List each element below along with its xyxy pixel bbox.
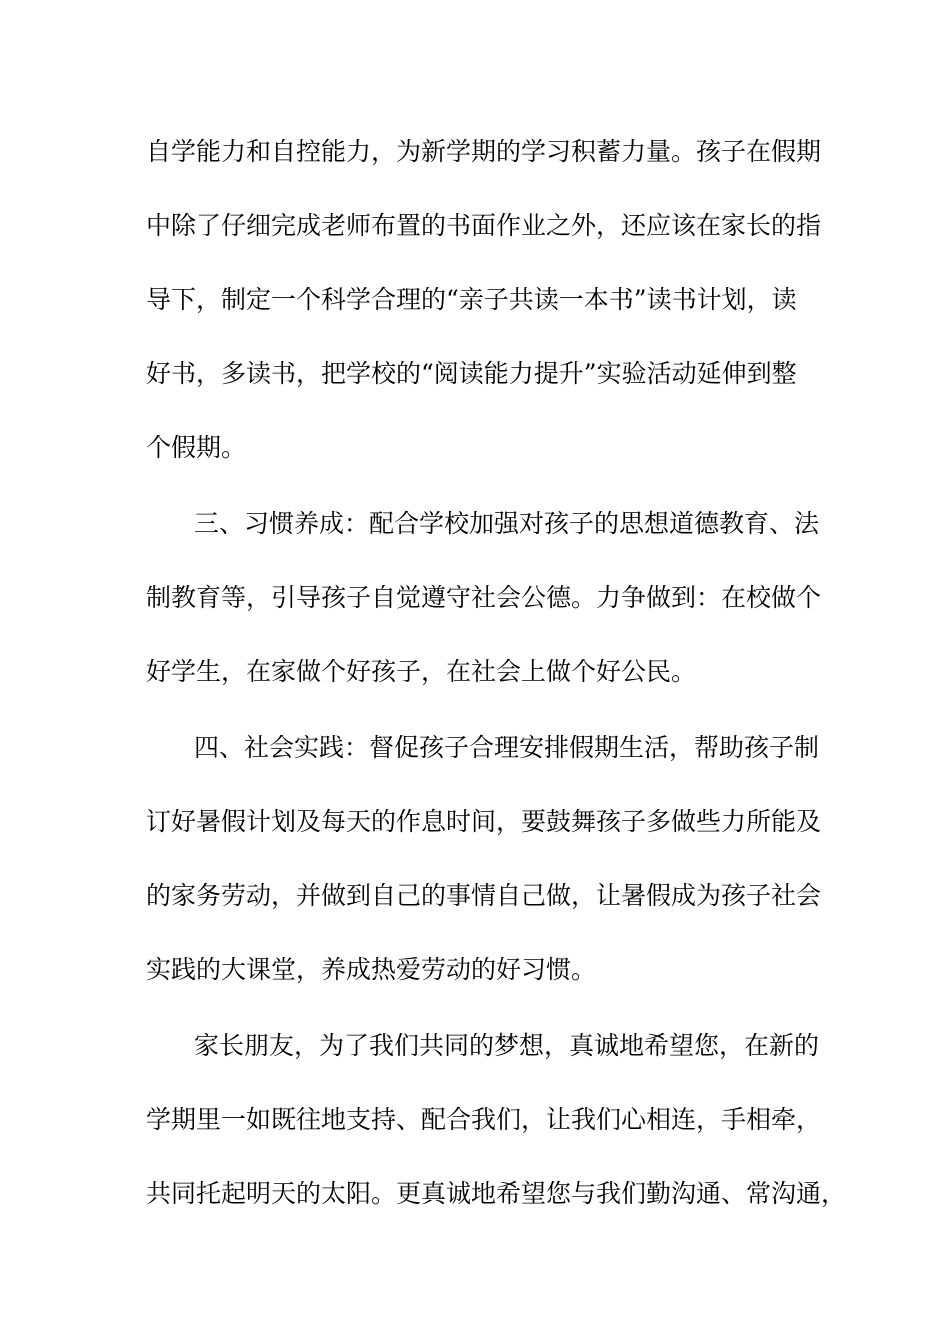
text-line: 制教育等，引导孩子自觉遵守社会公德。力争做到：在校做个 — [146, 583, 822, 612]
text-line: 好学生，在家做个好孩子，在社会上做个好公民。 — [146, 657, 697, 686]
text-line: 共同托起明天的太阳。更真诚地希望您与我们勤沟通、常沟通， — [146, 1179, 847, 1208]
paragraph-closing: 家长朋友，为了我们共同的梦想，真诚地希望您，在新的 — [194, 1031, 820, 1060]
text-line: 订好暑假计划及每天的作息时间，要鼓舞孩子多做些力所能及 — [146, 807, 822, 836]
text-line: 自学能力和自控能力，为新学期的学习积蓄力量。孩子在假期 — [146, 137, 822, 166]
text-line: 学期里一如既往地支持、配合我们，让我们心相连，手相牵， — [146, 1105, 822, 1134]
text-line: 中除了仔细完成老师布置的书面作业之外，还应该在家长的指 — [146, 211, 822, 240]
text-line: 导下，制定一个科学合理的“亲子共读一本书”读书计划，读 — [146, 285, 797, 314]
text-line: 好书，多读书，把学校的“阅读能力提升”实验活动延伸到整 — [146, 359, 797, 388]
paragraph-heading-habits: 三、习惯养成：配合学校加强对孩子的思想道德教育、法 — [194, 509, 820, 538]
text-line: 个假期。 — [146, 433, 247, 462]
paragraph-heading-practice: 四、社会实践：督促孩子合理安排假期生活，帮助孩子制 — [194, 733, 820, 762]
text-line: 实践的大课堂，养成热爱劳动的好习惯。 — [146, 955, 597, 984]
text-line: 的家务劳动，并做到自己的事情自己做，让暑假成为孩子社会 — [146, 881, 822, 910]
